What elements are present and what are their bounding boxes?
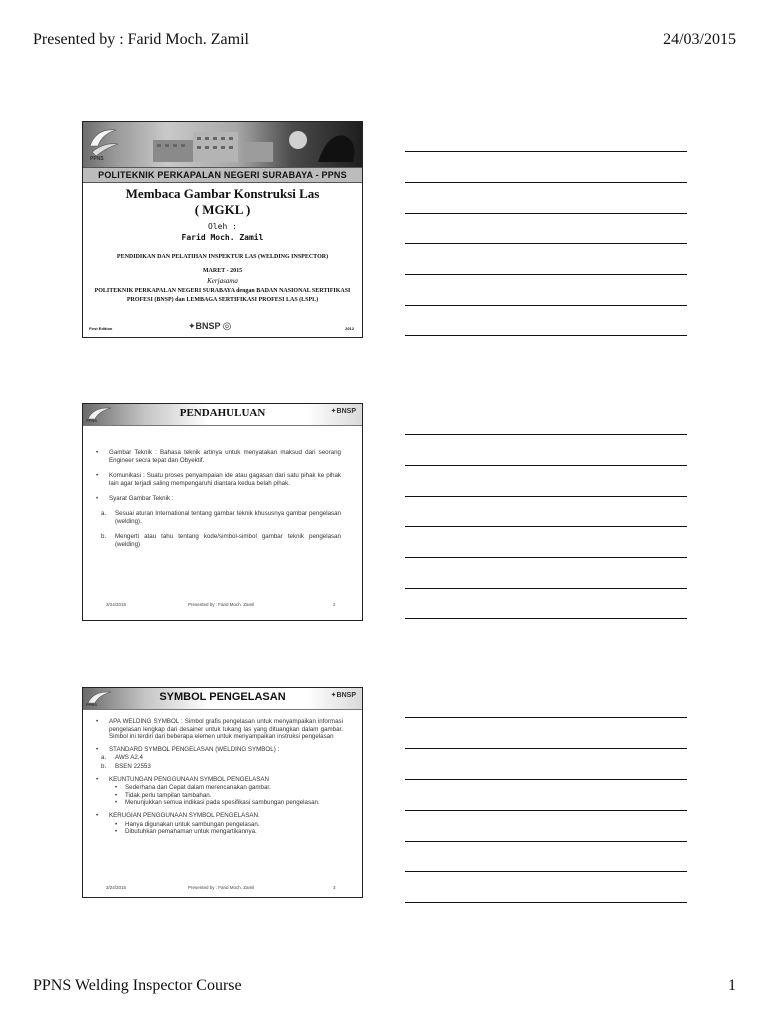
note-line <box>405 779 687 780</box>
partner-institutions: POLITEKNIK PERKAPALAN NEGERI SURABAYA dengan BADAN NASIONAL SERTIFIKASI PROFESI (BNSP) dan LEMBAGA SERTIFIKASI PROFESI LAS (LSPL) <box>94 288 351 303</box>
note-line <box>405 588 687 589</box>
page-number: 1 <box>728 977 736 994</box>
note-line <box>405 434 687 435</box>
note-line <box>405 557 687 558</box>
ppns-logo <box>86 124 120 162</box>
list-subitem: • Hanya digunakan untuk sambungan pengelasan. <box>91 821 343 829</box>
slide-3 <box>82 687 363 898</box>
slide-2 <box>82 403 363 621</box>
list-subitem: • Dibutuhkan pemahaman untuk mengartikannya. <box>91 828 343 836</box>
list-item: • Komunikasi : Suatu proses penyampaian ide atau gagasan dari satu pihak ke pihak lain agar terjadi saling mempengaruhi diantara kedua belah pihak. <box>91 472 341 488</box>
author-name: Farid Moch. Zamil <box>181 233 264 242</box>
list-subitem: a. AWS A2.4 <box>101 754 143 762</box>
note-line <box>405 871 687 872</box>
bnsp-logo: ✦BNSP <box>330 408 356 415</box>
slide-3-footer-presenter: Presented by : Farid Moch. Zamil <box>188 885 255 890</box>
list-item: • Gambar Teknik : Bahasa teknik artinya untuk menyatakan maksud dari seorang Engineer secra tepat dan Obyektif. <box>91 449 341 465</box>
slide-3-body <box>91 718 343 836</box>
slide-3-footer-date: 3/24/2015 <box>106 885 127 890</box>
list-item: • KERUGIAN PENGGUNAAN SYMBOL PENGELASAN. <box>91 812 343 820</box>
note-line <box>405 496 687 497</box>
slide-1-title: Membaca Gambar Konstruksi Las <box>125 186 320 201</box>
list-subitem: b. BSEN 22553 <box>101 762 151 770</box>
list-subitem: a. Sesuai aturan International tentang gambar teknik khususnya gambar pengelasan (welding). <box>101 510 341 525</box>
slide-1 <box>82 121 363 338</box>
ppns-logo-text: PPNS <box>86 418 97 423</box>
date-header: 24/03/2015 <box>663 31 736 48</box>
year-label: 2012 <box>345 326 354 331</box>
note-line <box>405 465 687 466</box>
cooperation-label: Kerjasama <box>207 277 238 285</box>
edition-label: First Edition <box>89 326 113 331</box>
ppns-logo-text: PPNS <box>86 702 97 707</box>
slide-3-header-bar <box>83 688 362 710</box>
list-item: • APA WELDING SYMBOL : Simbol grafis pengelasan untuk menyampaikan informasi pengelasan lengkap dari desainer untuk tukang las yang dituangkan dalam gambar. Simbol ini terdiri dari beberapa elemen untuk menyampaikan instruksi pengelasan <box>91 718 343 741</box>
presenter-header: Presented by : Farid Moch. Zamil <box>33 31 249 48</box>
list-item: • STANDARD SYMBOL PENGELASAN (WELDING SYMBOL) : <box>91 746 343 754</box>
lsp-emblem-icon: ◎ <box>222 321 232 332</box>
course-footer: PPNS Welding Inspector Course <box>33 977 242 994</box>
note-line <box>405 335 687 336</box>
note-line <box>405 526 687 527</box>
list-subitem: • Menunjukkan semua indikasi pada spesifikasi sambungan pengelasan. <box>91 799 343 807</box>
list-item: • KEUNTUNGAN PENGGUNAAN SYMBOL PENGELASAN <box>91 776 343 784</box>
institution-banner-text: POLITEKNIK PERKAPALAN NEGERI SURABAYA - PPNS <box>98 170 347 180</box>
campus-buildings-image <box>83 122 362 167</box>
list-subitem: • Sederhana dan Cepat dalam merencanakan gambar. <box>91 784 343 792</box>
slide-2-title: PENDAHULUAN <box>179 407 266 419</box>
note-line <box>405 243 687 244</box>
institution-banner-bar <box>83 167 362 183</box>
program-month: MARET - 2015 <box>202 268 243 274</box>
slide-3-title: SYMBOL PENGELASAN <box>159 691 286 703</box>
program-name: PENDIDIKAN DAN PELATIHAN INSPEKTUR LAS (WELDING INSPECTOR) <box>116 254 329 260</box>
by-label: Oleh : <box>208 222 237 231</box>
slide-2-body <box>91 449 341 549</box>
note-line <box>405 810 687 811</box>
note-line <box>405 182 687 183</box>
list-item: • Syarat Gambar Teknik : <box>91 495 341 503</box>
list-subitem: b. Mengerti atau tahu tentang kode/simbol-simbol gambar teknik pengelasan (welding) <box>101 533 341 548</box>
note-line <box>405 151 687 152</box>
bnsp-emblem-icon: ✦ <box>330 692 337 699</box>
bnsp-logo: ✦BNSP <box>330 692 356 699</box>
bnsp-logo: ✦BNSP ◎ <box>188 321 232 332</box>
note-line <box>405 717 687 718</box>
campus-photo-banner <box>83 122 362 167</box>
bnsp-emblem-icon: ✦ <box>188 321 196 331</box>
slide-3-page-number: 3 <box>333 885 336 890</box>
note-line <box>405 748 687 749</box>
slide-2-header-bar <box>83 404 362 426</box>
ppns-logo-text: PPNS <box>90 156 104 162</box>
note-line <box>405 618 687 619</box>
slide-1-subtitle: ( MGKL ) <box>194 202 251 217</box>
note-line <box>405 305 687 306</box>
list-subitem: • Tidak perlu tampilan tambahan. <box>91 792 343 800</box>
note-line <box>405 841 687 842</box>
note-line <box>405 274 687 275</box>
note-line <box>405 213 687 214</box>
bnsp-emblem-icon: ✦ <box>330 408 337 415</box>
slide-2-footer-presenter: Presented by : Farid Moch. Zamil <box>188 602 255 607</box>
slide-2-page-number: 2 <box>333 602 336 607</box>
slide-2-footer-date: 3/24/2015 <box>106 602 127 607</box>
note-line <box>405 902 687 903</box>
